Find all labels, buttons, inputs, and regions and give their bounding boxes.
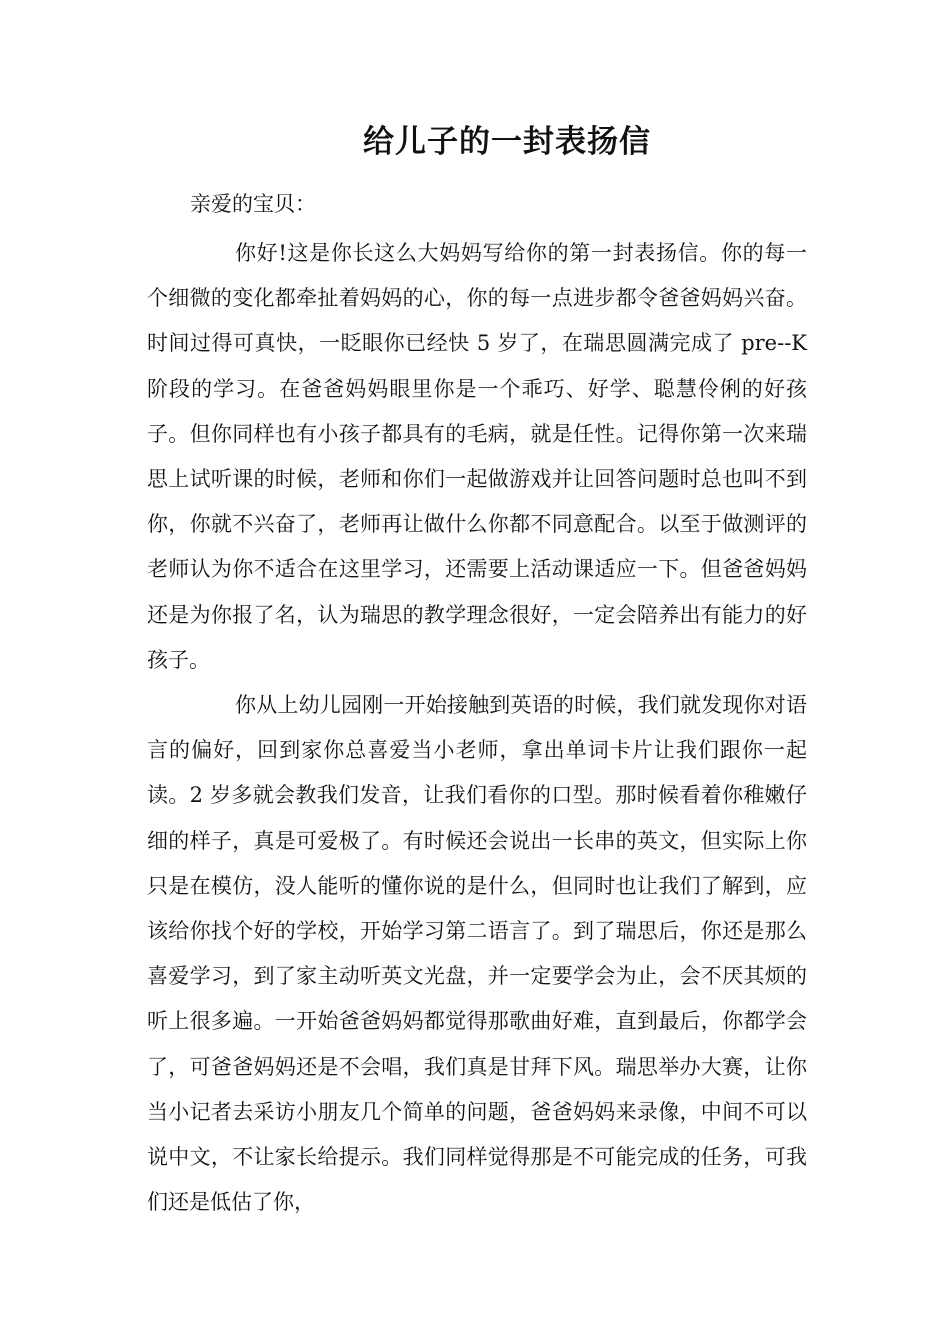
paragraph-2: 你从上幼儿园刚一开始接触到英语的时候，我们就发现你对语言的偏好，回到家你总喜爱当小老师，拿出单词卡片让我们跟你一起读。2 岁多就会教我们发音，让我们看你的口型。那时候看着你稚嫩仔细的样子，真是可爱极了。有时候还会说出一长串的英文，但实际上你只是在模仿，没人能听的懂你说的是什么，但同时也让我们了解到，应该给你找个好的学校，开始学习第二语言了。到了瑞思后，你还是那么喜爱学习，到了家主动听英文光盘，并一定要学会为止，会不厌其烦的听上很多遍。一开始爸爸妈妈都觉得那歌曲好难，直到最后，你都学会了，可爸爸妈妈还是不会唱，我们真是甘拜下风。瑞思举办大赛，让你当小记者去采访小朋友几个简单的问题，爸爸妈妈来录像，中间不可以说中文，不让家长给提示。我们同样觉得那是不可能完成的任务，可我们还是低估了你， (147, 693, 807, 1215)
document-title: 给儿子的一封表扬信 (363, 124, 651, 160)
letter-body (147, 231, 807, 1225)
salutation: 亲爱的宝贝： (190, 192, 316, 216)
paragraph-1: 你好!这是你长这么大妈妈写给你的第一封表扬信。你的每一个细微的变化都牵扯着妈妈的心，你的每一点进步都令爸爸妈妈兴奋。时间过得可真快，一眨眼你已经快 5 岁了，在瑞思圆满完成了 pre--K 阶段的学习。在爸爸妈妈眼里你是一个乖巧、好学、聪慧伶俐的好孩子。但你同样也有小孩子都具有的毛病，就是任性。记得你第一次来瑞思上试听课的时候，老师和你们一起做游戏并让回答问题时总也叫不到你，你就不兴奋了，老师再让做什么你都不同意配合。以至于做测评的老师认为你不适合在这里学习，还需要上活动课适应一下。但爸爸妈妈还是为你报了名，认为瑞思的教学理念很好，一定会陪养出有能力的好孩子。 (147, 241, 807, 672)
